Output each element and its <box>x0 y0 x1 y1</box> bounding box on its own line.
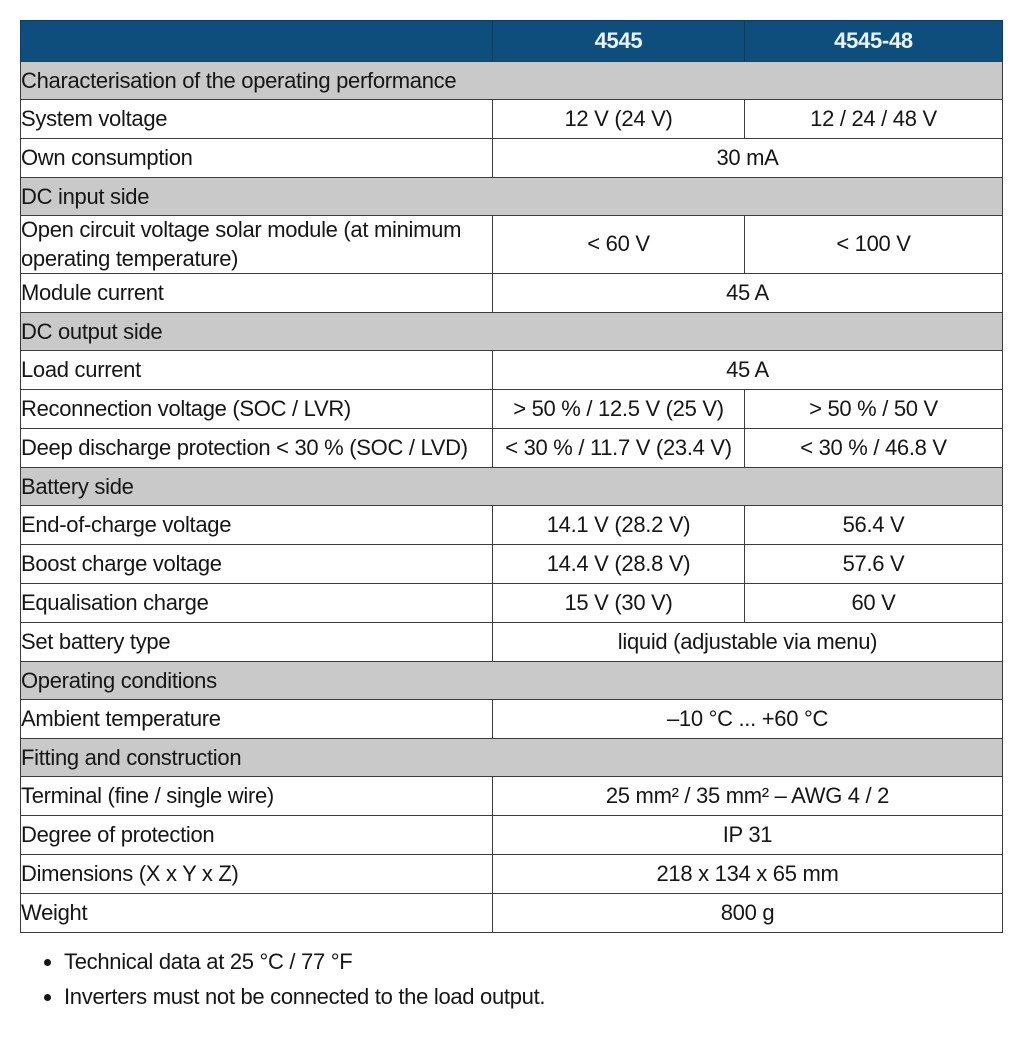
row-label: Weight <box>21 894 493 933</box>
row-value-4545: < 60 V <box>493 216 745 274</box>
row-value-4545-48: < 100 V <box>745 216 1003 274</box>
row-value-merged: 30 mA <box>493 139 1003 178</box>
row-label: Own consumption <box>21 139 493 178</box>
table-row <box>21 274 1003 313</box>
table-row <box>21 855 1003 894</box>
row-value-merged: 45 A <box>493 274 1003 313</box>
table-row <box>21 216 1003 274</box>
table-row <box>21 139 1003 178</box>
header-model-4545: 4545 <box>493 21 745 62</box>
row-value-4545-48: < 30 % / 46.8 V <box>745 429 1003 468</box>
row-value-4545: < 30 % / 11.7 V (23.4 V) <box>493 429 745 468</box>
header-blank-cell <box>21 21 493 62</box>
section-label: Fitting and construction <box>21 739 1003 777</box>
footnote-item: • Technical data at 25 °C / 77 °F <box>64 949 1023 975</box>
row-value-merged: 218 x 134 x 65 mm <box>493 855 1003 894</box>
row-value-4545-48: 12 / 24 / 48 V <box>745 100 1003 139</box>
table-row <box>21 545 1003 584</box>
row-value-4545-48: > 50 % / 50 V <box>745 390 1003 429</box>
row-label: Reconnection voltage (SOC / LVR) <box>21 390 493 429</box>
row-value-4545-48: 56.4 V <box>745 506 1003 545</box>
row-label: Set battery type <box>21 623 493 662</box>
row-value-4545: 14.4 V (28.8 V) <box>493 545 745 584</box>
row-label: Degree of protection <box>21 816 493 855</box>
row-label: End-of-charge voltage <box>21 506 493 545</box>
row-label: System voltage <box>21 100 493 139</box>
row-label: Boost charge voltage <box>21 545 493 584</box>
row-label: Terminal (fine / single wire) <box>21 777 493 816</box>
table-row <box>21 100 1003 139</box>
section-label: DC output side <box>21 313 1003 351</box>
table-row <box>21 429 1003 468</box>
row-value-4545-48: 60 V <box>745 584 1003 623</box>
section-row <box>21 662 1003 700</box>
table-header-row <box>21 21 1003 62</box>
row-label: Open circuit voltage solar module (at minimum operating temperature) <box>21 216 493 274</box>
row-value-4545: 12 V (24 V) <box>493 100 745 139</box>
table-row <box>21 816 1003 855</box>
spec-table <box>20 20 1003 933</box>
section-label: Battery side <box>21 468 1003 506</box>
table-row <box>21 390 1003 429</box>
footnote-item: • Inverters must not be connected to the load output. <box>64 984 1023 1010</box>
row-value-merged: 45 A <box>493 351 1003 390</box>
header-model-4545-48: 4545-48 <box>745 21 1003 62</box>
row-label: Dimensions (X x Y x Z) <box>21 855 493 894</box>
section-label: Operating conditions <box>21 662 1003 700</box>
row-label: Load current <box>21 351 493 390</box>
table-row <box>21 351 1003 390</box>
section-row <box>21 178 1003 216</box>
table-row <box>21 700 1003 739</box>
row-value-merged: 25 mm² / 35 mm² – AWG 4 / 2 <box>493 777 1003 816</box>
section-label: Characterisation of the operating performance <box>21 62 1003 100</box>
table-row <box>21 623 1003 662</box>
table-row <box>21 584 1003 623</box>
row-value-4545-48: 57.6 V <box>745 545 1003 584</box>
footnotes-list <box>42 949 1023 1010</box>
row-value-merged: IP 31 <box>493 816 1003 855</box>
row-value-4545: 15 V (30 V) <box>493 584 745 623</box>
row-value-merged: –10 °C ... +60 °C <box>493 700 1003 739</box>
row-label: Ambient temperature <box>21 700 493 739</box>
row-label: Deep discharge protection < 30 % (SOC / LVD) <box>21 429 493 468</box>
row-value-4545: > 50 % / 12.5 V (25 V) <box>493 390 745 429</box>
section-label: DC input side <box>21 178 1003 216</box>
table-row <box>21 894 1003 933</box>
row-value-merged: 800 g <box>493 894 1003 933</box>
spec-table-body <box>21 62 1003 933</box>
row-value-4545: 14.1 V (28.2 V) <box>493 506 745 545</box>
section-row <box>21 468 1003 506</box>
section-row <box>21 313 1003 351</box>
section-row <box>21 62 1003 100</box>
row-label: Module current <box>21 274 493 313</box>
row-value-merged: liquid (adjustable via menu) <box>493 623 1003 662</box>
table-row <box>21 506 1003 545</box>
section-row <box>21 739 1003 777</box>
row-label: Equalisation charge <box>21 584 493 623</box>
table-row <box>21 777 1003 816</box>
